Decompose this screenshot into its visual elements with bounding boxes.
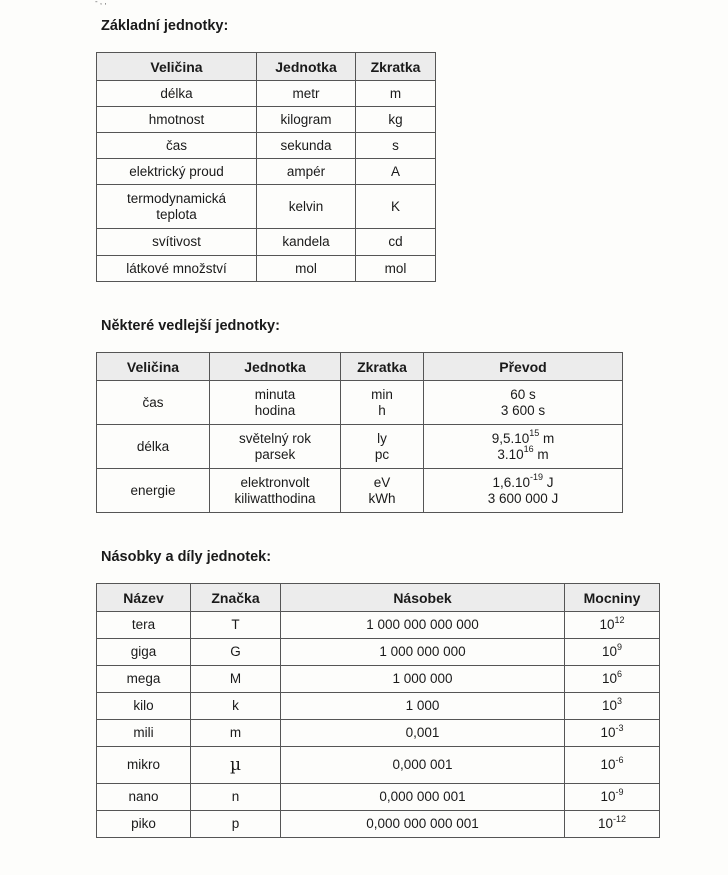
- abbr-line: ly: [377, 430, 387, 446]
- conversion-line: 3 600 s: [500, 402, 546, 418]
- quantity-cell: energie: [97, 469, 210, 513]
- abbr-cell: kg: [356, 107, 436, 133]
- multiple-cell: 1 000 000 000: [281, 639, 565, 666]
- section-heading-multiples: Násobky a díly jednotek:: [101, 549, 272, 565]
- unit-cell: kelvin: [257, 185, 356, 229]
- table-header-row: [97, 353, 623, 381]
- unit-cell: [210, 469, 341, 513]
- table-row: [97, 612, 660, 639]
- section-heading-secondary-units: Některé vedlejší jednotky:: [101, 318, 280, 334]
- conversion-unit: m: [533, 446, 549, 462]
- multiple-cell: 1 000: [281, 693, 565, 720]
- conversion-line: [424, 444, 622, 463]
- prefix-name-cell: kilo: [97, 693, 191, 720]
- abbr-cell: cd: [356, 229, 436, 256]
- table-row: [97, 381, 623, 425]
- power-base: 10: [600, 789, 616, 804]
- conversion-cell: [424, 469, 623, 513]
- prefix-symbol-cell: k: [191, 693, 281, 720]
- exponent: -9: [615, 786, 624, 797]
- exponent: 6: [617, 668, 623, 679]
- quantity-cell: délka: [97, 425, 210, 469]
- quantity-cell: čas: [97, 381, 210, 425]
- power-base: 10: [601, 644, 617, 659]
- table-row: [97, 133, 436, 159]
- unit-cell: kilogram: [257, 107, 356, 133]
- prefix-name-cell: mega: [97, 666, 191, 693]
- unit-line: hodina: [254, 402, 296, 418]
- conversion-base: 3.10: [497, 446, 524, 462]
- conversion-line: [424, 428, 622, 447]
- conversion-line: [424, 472, 622, 491]
- quantity-cell: látkové množství: [97, 256, 257, 282]
- abbr-cell: [341, 469, 424, 513]
- abbr-cell: s: [356, 133, 436, 159]
- table-row: [97, 256, 436, 282]
- prefix-name-cell: piko: [97, 811, 191, 838]
- conversion-base: 1,6.10: [492, 474, 530, 490]
- multiple-cell: 0,000 001: [281, 747, 565, 784]
- power-cell: [565, 720, 660, 747]
- prefix-symbol-cell: m: [191, 720, 281, 747]
- abbr-line: pc: [374, 446, 390, 462]
- power-cell: [565, 811, 660, 838]
- prefix-name-cell: giga: [97, 639, 191, 666]
- power-cell: [565, 784, 660, 811]
- table-row: [97, 107, 436, 133]
- abbr-cell: A: [356, 159, 436, 185]
- exponent: 3: [617, 695, 623, 706]
- unit-cell: sekunda: [257, 133, 356, 159]
- multiple-cell: 1 000 000: [281, 666, 565, 693]
- column-header: Násobek: [281, 584, 565, 612]
- conversion-unit: m: [539, 430, 555, 446]
- column-header: Značka: [191, 584, 281, 612]
- abbr-cell: m: [356, 81, 436, 107]
- quantity-cell: elektrický proud: [97, 159, 257, 185]
- quantity-cell: délka: [97, 81, 257, 107]
- conversion-line: 3 600 000 J: [487, 490, 559, 506]
- table-row: [97, 469, 623, 513]
- section-heading-basic-units: Základní jednotky:: [101, 18, 229, 34]
- prefix-symbol-cell: µ: [191, 747, 281, 784]
- column-header: Název: [97, 584, 191, 612]
- table-row: [97, 81, 436, 107]
- exponent: -12: [613, 813, 627, 824]
- prefix-name-cell: mikro: [97, 747, 191, 784]
- prefix-symbol-cell: M: [191, 666, 281, 693]
- exponent: -3: [615, 722, 624, 733]
- prefix-symbol-cell: G: [191, 639, 281, 666]
- column-header: Veličina: [97, 353, 210, 381]
- conversion-unit: J: [543, 474, 554, 490]
- column-header: Jednotka: [210, 353, 341, 381]
- prefix-symbol-cell: n: [191, 784, 281, 811]
- power-base: 10: [599, 617, 615, 632]
- column-header: Veličina: [97, 53, 257, 81]
- power-base: 10: [597, 816, 613, 831]
- prefix-name-cell: mili: [97, 720, 191, 747]
- quantity-cell: svítivost: [97, 229, 257, 256]
- table-row: [97, 747, 660, 784]
- exponent: 9: [617, 641, 623, 652]
- unit-cell: metr: [257, 81, 356, 107]
- column-header: Mocniny: [565, 584, 660, 612]
- abbr-cell: K: [356, 185, 436, 229]
- exponent: -19: [530, 472, 544, 482]
- quantity-line: teplota: [156, 206, 197, 222]
- conversion-base: 9,5.10: [491, 430, 530, 446]
- abbr-line: eV: [373, 474, 391, 490]
- power-cell: [565, 639, 660, 666]
- exponent: 16: [523, 444, 534, 454]
- quantity-cell: hmotnost: [97, 107, 257, 133]
- scan-fragment-text: - , ,: [95, 0, 107, 6]
- power-base: 10: [600, 725, 616, 740]
- column-header: Jednotka: [257, 53, 356, 81]
- unit-cell: kandela: [257, 229, 356, 256]
- multiples-table: [96, 583, 660, 838]
- prefix-symbol-cell: T: [191, 612, 281, 639]
- power-cell: [565, 693, 660, 720]
- unit-line: kiliwatthodina: [234, 490, 316, 506]
- quantity-cell: [97, 185, 257, 229]
- quantity-line: termodynamická: [126, 190, 227, 206]
- quantity-cell: čas: [97, 133, 257, 159]
- table-row: [97, 666, 660, 693]
- abbr-cell: mol: [356, 256, 436, 282]
- abbr-cell: [341, 381, 424, 425]
- abbr-line: kWh: [368, 490, 396, 506]
- table-row: [97, 720, 660, 747]
- multiple-cell: 0,001: [281, 720, 565, 747]
- power-cell: [565, 612, 660, 639]
- prefix-name-cell: tera: [97, 612, 191, 639]
- column-header: Zkratka: [356, 53, 436, 81]
- multiple-cell: 0,000 000 001: [281, 784, 565, 811]
- multiple-cell: 1 000 000 000 000: [281, 612, 565, 639]
- power-base: 10: [601, 671, 617, 686]
- secondary-units-table: [96, 352, 623, 513]
- power-cell: [565, 666, 660, 693]
- table-row: [97, 811, 660, 838]
- abbr-line: h: [378, 402, 386, 418]
- unit-line: minuta: [254, 386, 296, 402]
- unit-line: parsek: [254, 446, 296, 462]
- unit-line: elektronvolt: [240, 474, 310, 490]
- table-row: [97, 693, 660, 720]
- column-header: Zkratka: [341, 353, 424, 381]
- table-row: [97, 784, 660, 811]
- power-base: 10: [601, 698, 617, 713]
- unit-cell: [210, 425, 341, 469]
- exponent: -6: [615, 754, 624, 765]
- table-row: [97, 159, 436, 185]
- prefix-name-cell: nano: [97, 784, 191, 811]
- abbr-cell: [341, 425, 424, 469]
- conversion-line: 60 s: [510, 386, 536, 402]
- unit-line: světelný rok: [238, 430, 312, 446]
- table-header-row: [97, 584, 660, 612]
- table-row: [97, 425, 623, 469]
- column-header: Převod: [424, 353, 623, 381]
- conversion-cell: [424, 381, 623, 425]
- basic-units-table: [96, 52, 436, 282]
- multiple-cell: 0,000 000 000 001: [281, 811, 565, 838]
- table-row: [97, 639, 660, 666]
- table-row: [97, 185, 436, 229]
- unit-cell: ampér: [257, 159, 356, 185]
- exponent: 12: [614, 614, 625, 625]
- exponent: 15: [529, 428, 540, 438]
- abbr-line: min: [371, 386, 393, 402]
- prefix-symbol-cell: p: [191, 811, 281, 838]
- power-base: 10: [600, 757, 616, 772]
- table-row: [97, 229, 436, 256]
- table-header-row: [97, 53, 436, 81]
- conversion-cell: [424, 425, 623, 469]
- unit-cell: mol: [257, 256, 356, 282]
- power-cell: [565, 747, 660, 784]
- unit-cell: [210, 381, 341, 425]
